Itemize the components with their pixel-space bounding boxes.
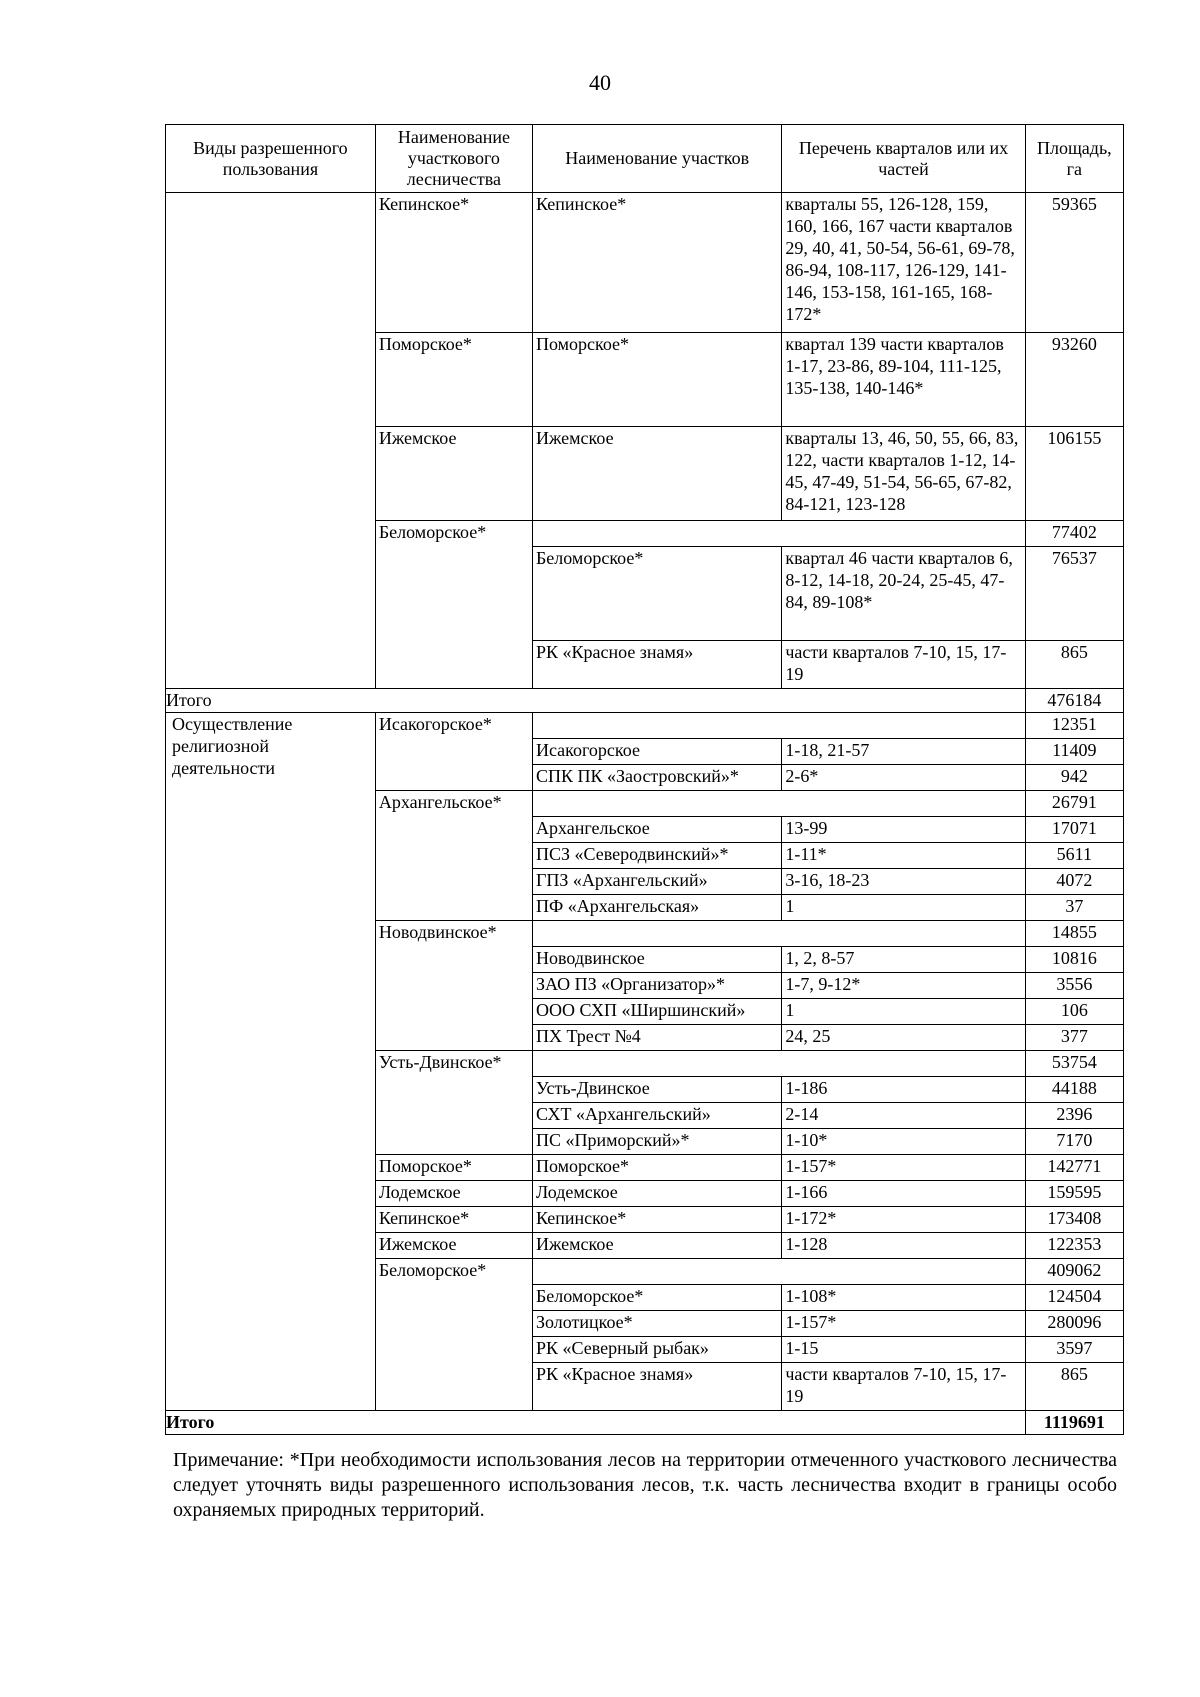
forestry-cell: Беломорское* [375,1259,532,1411]
area-cell: 11409 [1025,739,1123,765]
area-cell: 409062 [1025,1259,1123,1285]
section-cell: РК «Северный рыбак» [532,1337,781,1363]
header-usage: Виды разрешенного пользования [166,125,376,193]
quarters-cell: 1-166 [782,1181,1025,1207]
quarters-cell: 13-99 [782,817,1025,843]
section-cell: Усть-Двинское [532,1077,781,1103]
quarters-cell: 2-6* [782,765,1025,791]
quarters-cell: 1-186 [782,1077,1025,1103]
area-cell: 159595 [1025,1181,1123,1207]
quarters-cell: кварталы 55, 126-128, 159, 160, 166, 167 части кварталов 29, 40, 41, 50-54, 56-61, 69-78, 86-94, 108-117, 126-129, 141-146, 153-158, 161-165, 168-172* [782,193,1025,333]
area-cell: 2396 [1025,1103,1123,1129]
header-forestry: Наименование участкового лесничества [375,125,532,193]
table-row [166,193,1124,333]
area-cell: 942 [1025,765,1123,791]
forestry-cell: Усть-Двинское* [375,1051,532,1155]
area-cell: 106 [1025,999,1123,1025]
forestry-cell: Беломорское* [375,521,532,689]
quarters-cell: части кварталов 7-10, 15, 17-19 [782,1363,1025,1411]
empty-cell [532,521,1025,547]
area-cell: 3556 [1025,973,1123,999]
section-cell: РК «Красное знамя» [532,641,781,689]
area-cell: 173408 [1025,1207,1123,1233]
area-cell: 865 [1025,641,1123,689]
header-quarters: Перечень кварталов или их частей [782,125,1025,193]
quarters-cell: 1-15 [782,1337,1025,1363]
empty-cell [532,921,1025,947]
forestry-cell: Архангельское* [375,791,532,921]
area-cell: 3597 [1025,1337,1123,1363]
quarters-cell: 1-11* [782,843,1025,869]
forestry-cell: Кепинское* [375,1207,532,1233]
section-cell: Исакогорское [532,739,781,765]
quarters-cell: квартал 139 части кварталов 1-17, 23-86, 89-104, 111-125, 135-138, 140-146* [782,333,1025,427]
area-cell: 106155 [1025,427,1123,521]
section-cell: СПК ПК «Заостровский»* [532,765,781,791]
section-cell: Беломорское* [532,1285,781,1311]
section-cell: Поморское* [532,1155,781,1181]
area-cell: 53754 [1025,1051,1123,1077]
section-cell: Беломорское* [532,547,781,641]
total-label: Итого [166,689,1026,713]
empty-cell [532,1051,1025,1077]
area-cell: 865 [1025,1363,1123,1411]
forestry-cell: Поморское* [375,1155,532,1181]
usage-cell: Осуществление религиозной деятельности [166,713,376,1411]
section-cell: ПХ Трест №4 [532,1025,781,1051]
area-cell: 4072 [1025,869,1123,895]
grand-total-row [166,1411,1124,1435]
quarters-cell: 1-157* [782,1155,1025,1181]
section-cell: ПС «Приморский»* [532,1129,781,1155]
header-area: Площадь, га [1025,125,1123,193]
area-cell: 44188 [1025,1077,1123,1103]
section-cell: ООО СХП «Ширшинский» [532,999,781,1025]
quarters-cell: 1-128 [782,1233,1025,1259]
total-area: 1119691 [1025,1411,1123,1435]
usage-cell-empty [166,193,376,689]
section-cell: Лодемское [532,1181,781,1207]
area-cell: 7170 [1025,1129,1123,1155]
area-cell: 122353 [1025,1233,1123,1259]
section-cell: Золотицкое* [532,1311,781,1337]
empty-cell [532,791,1025,817]
quarters-cell: 1-10* [782,1129,1025,1155]
section-cell: ГПЗ «Архангельский» [532,869,781,895]
area-cell: 142771 [1025,1155,1123,1181]
footnote: Примечание: *При необходимости использования лесов на территории отмеченного участкового лесничества следует уточнять виды разрешенного использования лесов, т.к. часть лесничества входит в границы особо охраняемых природных территорий. [173,1449,1117,1521]
section-cell: ПСЗ «Северодвинский»* [532,843,781,869]
quarters-cell: 2-14 [782,1103,1025,1129]
quarters-cell: 1-7, 9-12* [782,973,1025,999]
forestry-cell: Ижемское [375,427,532,521]
empty-cell [532,713,1025,739]
area-cell: 76537 [1025,547,1123,641]
section-cell: Поморское* [532,333,781,427]
table-header-row [166,125,1124,193]
area-cell: 10816 [1025,947,1123,973]
quarters-cell: 1 [782,895,1025,921]
section-cell: РК «Красное знамя» [532,1363,781,1411]
quarters-cell: 3-16, 18-23 [782,869,1025,895]
empty-cell [532,1259,1025,1285]
area-cell: 77402 [1025,521,1123,547]
forestry-cell: Исакогорское* [375,713,532,791]
section-cell: Архангельское [532,817,781,843]
area-cell: 12351 [1025,713,1123,739]
quarters-cell: 1, 2, 8-57 [782,947,1025,973]
table-row [166,713,1124,739]
quarters-cell: 1-172* [782,1207,1025,1233]
forest-usage-table [165,124,1124,1435]
section-cell: Ижемское [532,427,781,521]
forestry-cell: Кепинское* [375,193,532,333]
area-cell: 124504 [1025,1285,1123,1311]
quarters-cell: 1-18, 21-57 [782,739,1025,765]
header-sections: Наименование участков [532,125,781,193]
total-area: 476184 [1025,689,1123,713]
total-row [166,689,1124,713]
quarters-cell: 1 [782,999,1025,1025]
area-cell: 59365 [1025,193,1123,333]
section-cell: Кепинское* [532,193,781,333]
section-cell: СХТ «Архангельский» [532,1103,781,1129]
page-number: 40 [589,70,611,95]
forestry-cell: Новодвинское* [375,921,532,1051]
quarters-cell: квартал 46 части кварталов 6, 8-12, 14-18, 20-24, 25-45, 47-84, 89-108* [782,547,1025,641]
forestry-cell: Поморское* [375,333,532,427]
area-cell: 377 [1025,1025,1123,1051]
area-cell: 14855 [1025,921,1123,947]
section-cell: ПФ «Архангельская» [532,895,781,921]
quarters-cell: части кварталов 7-10, 15, 17-19 [782,641,1025,689]
area-cell: 37 [1025,895,1123,921]
quarters-cell: 24, 25 [782,1025,1025,1051]
section-cell: Новодвинское [532,947,781,973]
section-cell: Ижемское [532,1233,781,1259]
total-label: Итого [166,1411,1026,1435]
section-cell: ЗАО ПЗ «Организатор»* [532,973,781,999]
forestry-cell: Лодемское [375,1181,532,1207]
section-cell: Кепинское* [532,1207,781,1233]
area-cell: 17071 [1025,817,1123,843]
quarters-cell: 1-108* [782,1285,1025,1311]
area-cell: 5611 [1025,843,1123,869]
area-cell: 26791 [1025,791,1123,817]
area-cell: 93260 [1025,333,1123,427]
forestry-cell: Ижемское [375,1233,532,1259]
quarters-cell: кварталы 13, 46, 50, 55, 66, 83, 122, части кварталов 1-12, 14-45, 47-49, 51-54, 56-65, 67-82, 84-121, 123-128 [782,427,1025,521]
quarters-cell: 1-157* [782,1311,1025,1337]
area-cell: 280096 [1025,1311,1123,1337]
